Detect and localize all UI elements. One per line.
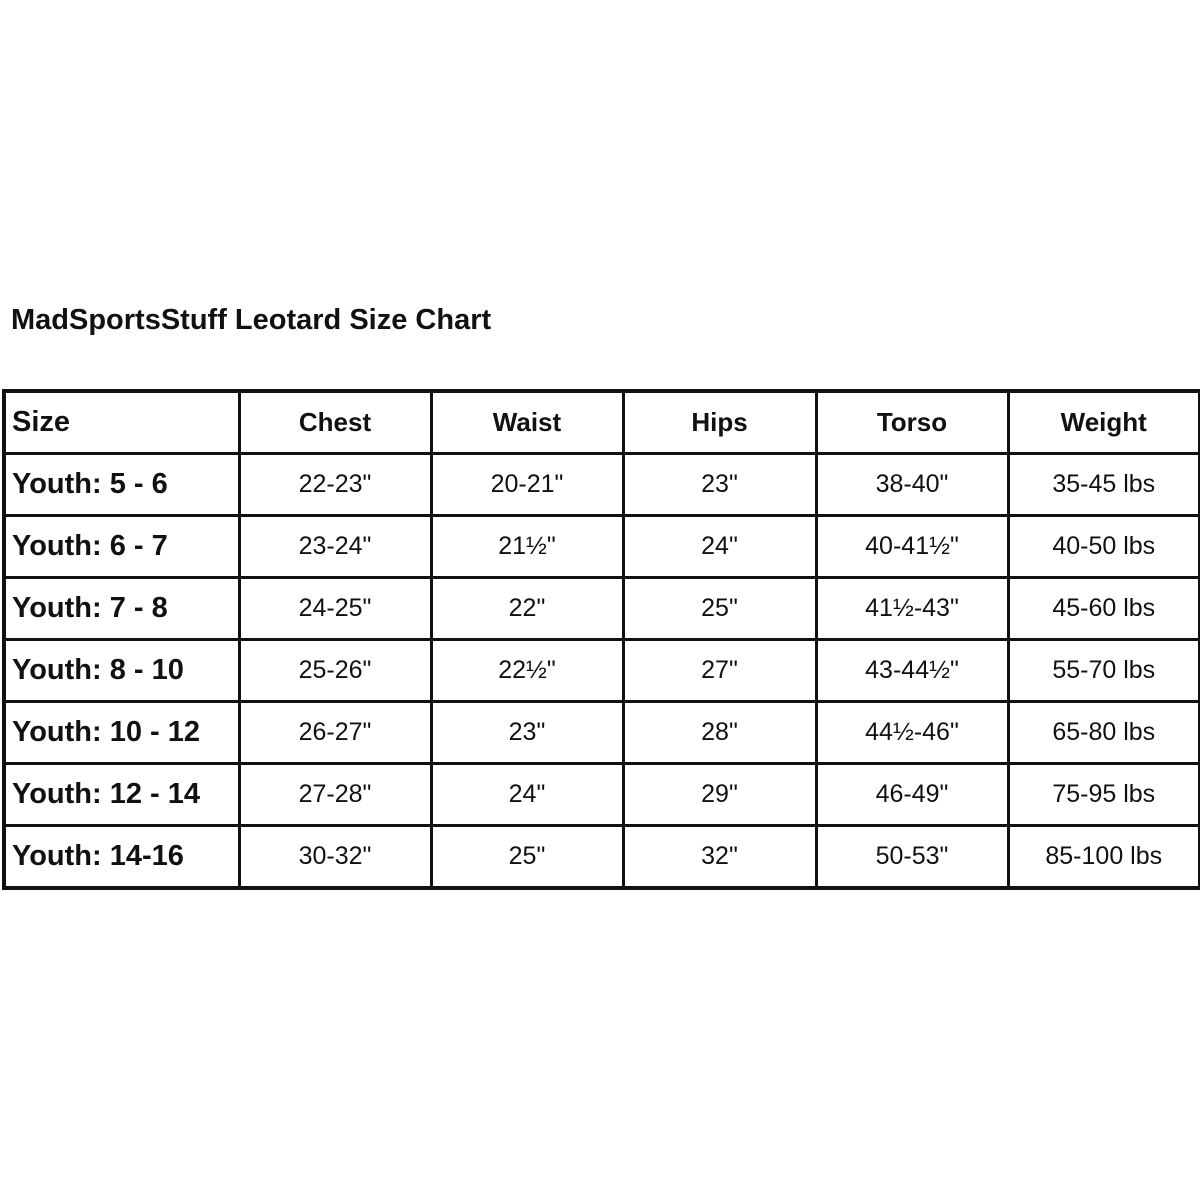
waist-cell: 25" (431, 826, 623, 889)
size-cell: Youth: 5 - 6 (4, 454, 239, 516)
torso-cell: 43-44½" (816, 640, 1008, 702)
column-header-hips: Hips (623, 391, 816, 454)
chest-cell: 26-27" (239, 702, 431, 764)
chart-title: MadSportsStuff Leotard Size Chart (11, 304, 492, 336)
table-row (4, 578, 1200, 640)
torso-cell: 41½-43" (816, 578, 1008, 640)
torso-cell: 40-41½" (816, 516, 1008, 578)
hips-cell: 27" (623, 640, 816, 702)
weight-cell: 40-50 lbs (1008, 516, 1200, 578)
column-header-chest: Chest (239, 391, 431, 454)
waist-cell: 23" (431, 702, 623, 764)
waist-cell: 22½" (431, 640, 623, 702)
torso-cell: 44½-46" (816, 702, 1008, 764)
column-header-weight: Weight (1008, 391, 1200, 454)
chest-cell: 27-28" (239, 764, 431, 826)
column-header-waist: Waist (431, 391, 623, 454)
weight-cell: 35-45 lbs (1008, 454, 1200, 516)
weight-cell: 45-60 lbs (1008, 578, 1200, 640)
size-cell: Youth: 8 - 10 (4, 640, 239, 702)
hips-cell: 25" (623, 578, 816, 640)
chest-cell: 30-32" (239, 826, 431, 889)
hips-cell: 29" (623, 764, 816, 826)
chest-cell: 22-23" (239, 454, 431, 516)
table-row (4, 640, 1200, 702)
size-chart-table (2, 389, 1200, 890)
table-header-row (4, 391, 1200, 454)
waist-cell: 22" (431, 578, 623, 640)
weight-cell: 85-100 lbs (1008, 826, 1200, 889)
weight-cell: 55-70 lbs (1008, 640, 1200, 702)
waist-cell: 20-21" (431, 454, 623, 516)
size-cell: Youth: 12 - 14 (4, 764, 239, 826)
hips-cell: 24" (623, 516, 816, 578)
column-header-size: Size (4, 391, 239, 454)
torso-cell: 46-49" (816, 764, 1008, 826)
table-row (4, 826, 1200, 889)
table-row (4, 702, 1200, 764)
waist-cell: 24" (431, 764, 623, 826)
size-cell: Youth: 7 - 8 (4, 578, 239, 640)
size-cell: Youth: 10 - 12 (4, 702, 239, 764)
table-row (4, 516, 1200, 578)
waist-cell: 21½" (431, 516, 623, 578)
weight-cell: 75-95 lbs (1008, 764, 1200, 826)
chest-cell: 24-25" (239, 578, 431, 640)
table-row (4, 454, 1200, 516)
hips-cell: 32" (623, 826, 816, 889)
torso-cell: 50-53" (816, 826, 1008, 889)
chest-cell: 25-26" (239, 640, 431, 702)
size-cell: Youth: 6 - 7 (4, 516, 239, 578)
table-row (4, 764, 1200, 826)
size-cell: Youth: 14-16 (4, 826, 239, 889)
weight-cell: 65-80 lbs (1008, 702, 1200, 764)
hips-cell: 28" (623, 702, 816, 764)
hips-cell: 23" (623, 454, 816, 516)
column-header-torso: Torso (816, 391, 1008, 454)
torso-cell: 38-40" (816, 454, 1008, 516)
chest-cell: 23-24" (239, 516, 431, 578)
